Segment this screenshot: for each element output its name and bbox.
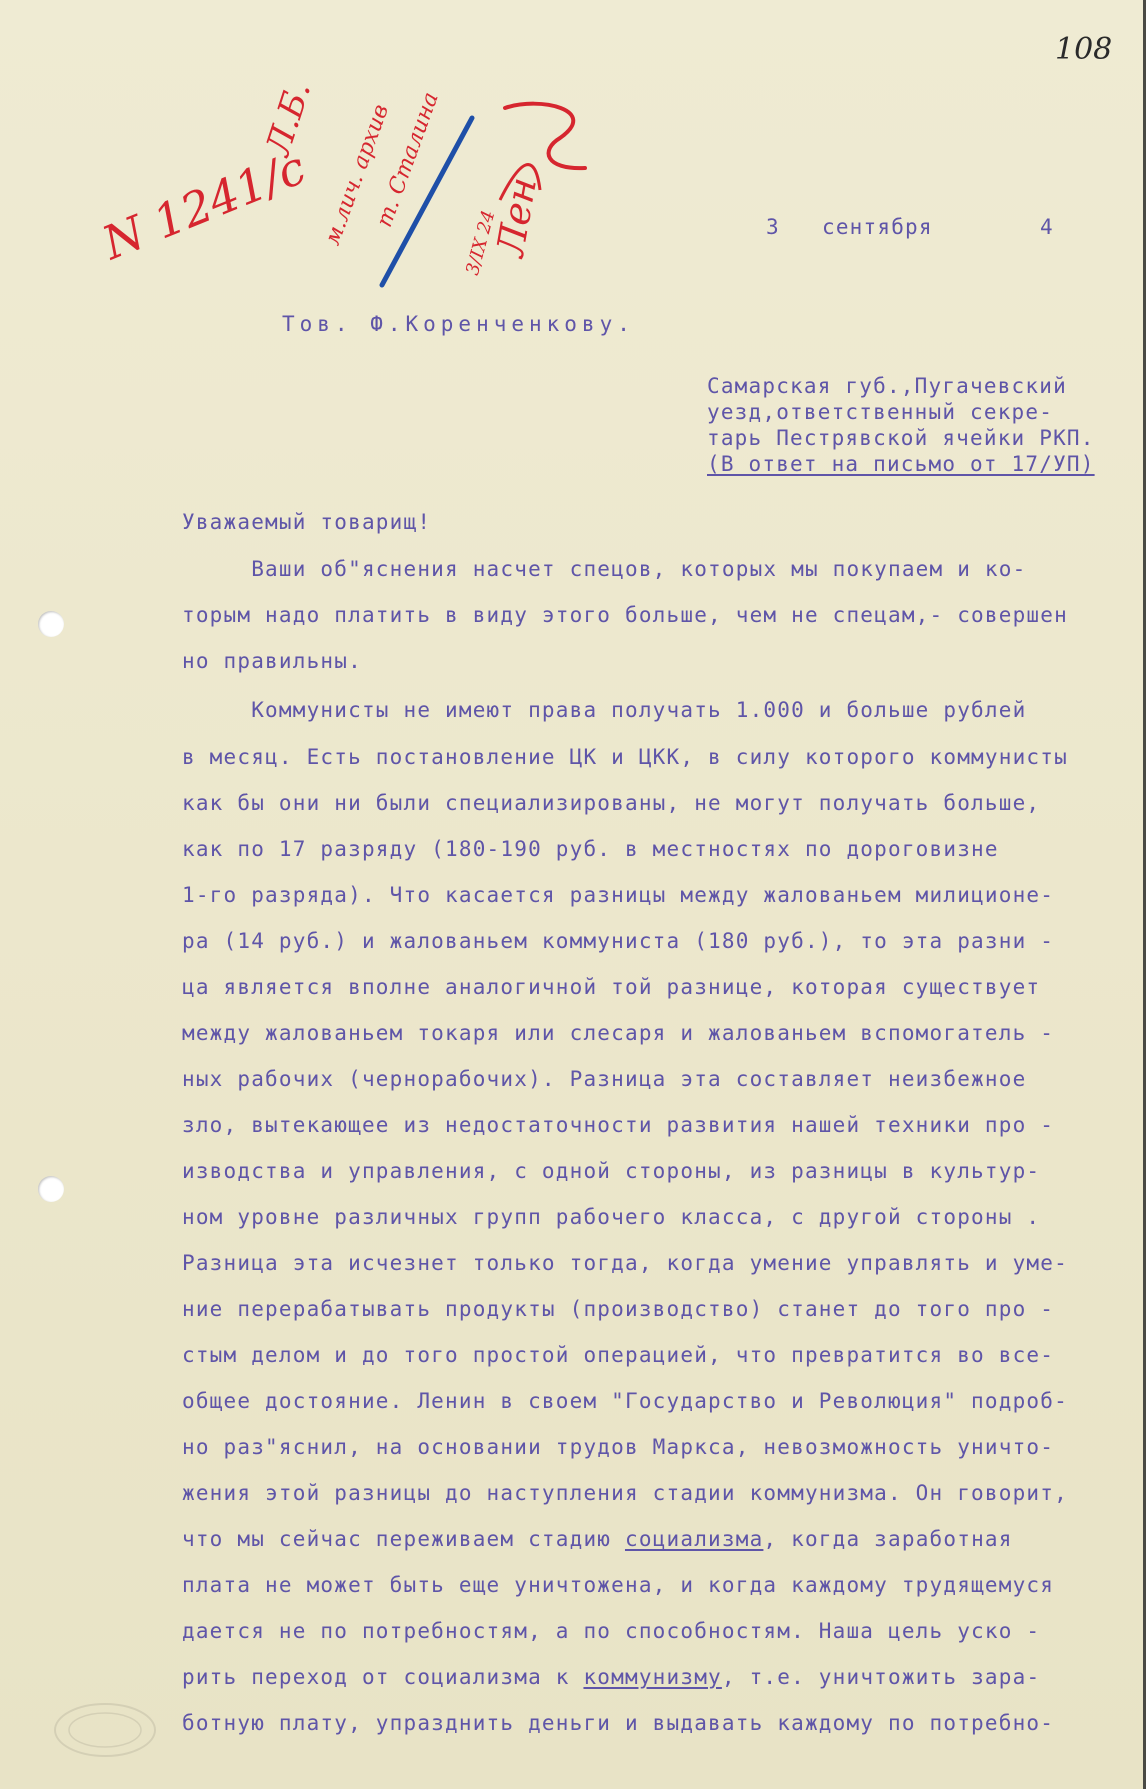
body-line: ние перерабатывать продукты (производство) станет до того про -: [182, 1297, 1055, 1321]
body-line: дается не по потребностям, а по способностям. Наша цель уско -: [182, 1619, 1041, 1643]
signature: Лен: [488, 173, 546, 260]
body-line-underlined: [182, 1527, 1013, 1551]
text-segment: что мы сейчас переживаем стадию: [182, 1527, 625, 1551]
body-line: общее достояние. Ленин в своем "Государство и Революция" подроб-: [182, 1389, 1068, 1413]
body-line: 1-го разряда). Что касается разницы между жалованьем милиционе-: [182, 883, 1055, 907]
body-line: как бы они ни были специализированы, не могут получать больше,: [182, 791, 1041, 815]
body-line: жения этой разницы до наступления стадии коммунизма. Он говорит,: [182, 1481, 1068, 1505]
body-line: ца является вполне аналогичной той разнице, которая существует: [182, 975, 1041, 999]
body-line: ных рабочих (чернорабочих). Разница эта составляет неизбежное: [182, 1067, 1027, 1091]
body-line: но правильны.: [182, 649, 362, 673]
archive-annotation-2: т. Сталина: [372, 89, 444, 231]
punch-hole-bottom: [38, 1176, 64, 1202]
blue-pencil-line: [382, 118, 472, 285]
initials-annotation: Л.Б.: [258, 76, 320, 161]
date-year: 4: [1040, 215, 1054, 239]
red-signature-flourish: [505, 104, 585, 168]
body-line: ном уровне различных групп рабочего класса, с другой стороны .: [182, 1205, 1041, 1229]
signature-date: 3/IX 24: [462, 208, 500, 278]
recipient: Тов. Ф.Коренченкову.: [282, 312, 635, 336]
underlined-word: социализма: [624, 1527, 764, 1551]
body-line: изводства и управления, с одной стороны, из разницы в культур-: [182, 1159, 1041, 1183]
date-day: 3: [766, 215, 780, 239]
body-line: в месяц. Есть постановление ЦК и ЦКК, в силу которого коммунисты: [182, 745, 1068, 769]
date-month: сентября: [822, 215, 933, 239]
underlined-word: коммунизму: [583, 1665, 722, 1689]
body-line-underlined: [182, 1665, 1040, 1689]
red-signature-tail: [500, 165, 540, 200]
pencil-strokes: [0, 0, 1146, 340]
address-line: тарь Пестрявской ячейки РКП.: [707, 426, 1095, 450]
text-segment: , т.е. уничтожить зара-: [721, 1665, 1041, 1689]
registration-number: N 1241/с: [95, 140, 313, 271]
body-line: между жалованьем токаря или слесаря и жалованьем вспомогатель -: [182, 1021, 1055, 1045]
text-segment: рить переход от социализма к: [182, 1665, 584, 1689]
address-line-reference: (В ответ на письмо от 17/УП): [707, 452, 1095, 476]
body-line: Ваши об"яснения насчет спецов, которых мы покупаем и ко-: [182, 557, 1027, 581]
body-line: зло, вытекающее из недостаточности развития нашей техники про -: [182, 1113, 1055, 1137]
page-number: 108: [1055, 32, 1113, 67]
address-line: Самарская губ.,Пугачевский: [707, 374, 1067, 398]
body-line: плата не может быть еще уничтожена, и когда каждому трудящемуся: [182, 1573, 1055, 1597]
salutation: Уважаемый товарищ!: [182, 510, 432, 534]
body-line: как по 17 разряду (180-190 руб. в местностях по дороговизне: [182, 837, 999, 861]
punch-hole-top: [38, 611, 64, 637]
text-segment: , когда заработная: [763, 1527, 1013, 1551]
body-line: но раз"яснил, на основании трудов Маркса, невозможность уничто-: [182, 1435, 1055, 1459]
body-line: стым делом и до того простой операцией, что превратится во все-: [182, 1343, 1055, 1367]
embossed-stamp: [50, 1700, 160, 1760]
body-line: ра (14 руб.) и жалованьем коммуниста (180 руб.), то эта разни -: [182, 929, 1055, 953]
address-line: уезд,ответственный секре-: [707, 400, 1054, 424]
body-line: ботную плату, упразднить деньги и выдавать каждому по потребно-: [182, 1711, 1055, 1735]
body-line: торым надо платить в виду этого больше, чем не спецам,- совершен: [182, 603, 1068, 627]
archive-annotation: м.лич. архив: [320, 101, 394, 249]
body-line: Разница эта исчезнет только тогда, когда умение управлять и уме-: [182, 1251, 1068, 1275]
body-line: Коммунисты не имеют права получать 1.000 и больше рублей: [182, 698, 1027, 722]
